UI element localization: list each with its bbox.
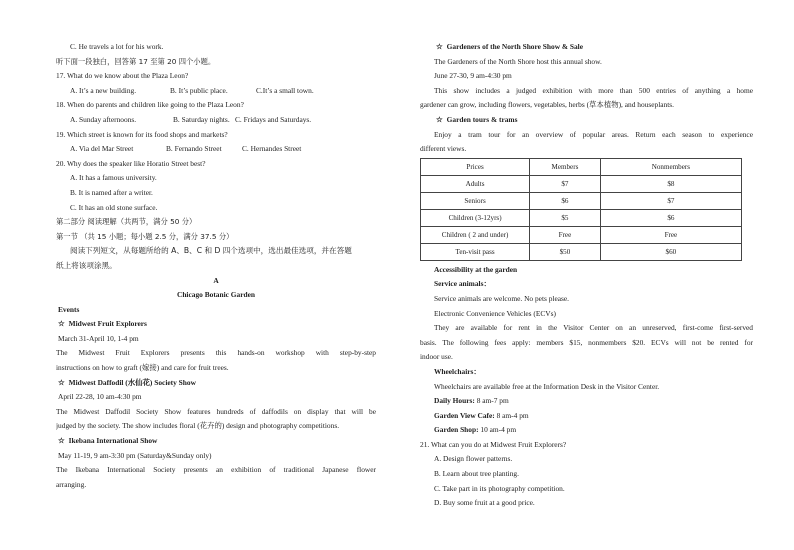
option-c: C. Take part in its photography competition. — [434, 483, 565, 493]
section-one-heading: 第一节 （共 15 小题；每小题 2.5 分，满分 37.5 分） — [56, 231, 234, 241]
wheelchairs-text: Wheelchairs are available free at the Information Desk in the Visitor Center. — [434, 381, 660, 391]
table-cell: Adults — [421, 175, 530, 192]
table-row — [421, 175, 742, 192]
question-17: 17. What do we know about the Plaza Leon? — [56, 71, 189, 81]
table-cell: Ten-visit pass — [421, 243, 530, 260]
table-row — [421, 243, 742, 260]
event-text: arranging. — [56, 479, 87, 489]
ecv-heading: Electronic Convenience Vehicles (ECVs) — [434, 308, 556, 318]
service-animals-heading: Service animals： — [434, 279, 491, 289]
option-line: C. He travels a lot for his work. — [70, 42, 164, 51]
table-cell: Children ( 2 and under) — [421, 226, 530, 243]
star-icon: ☆ — [58, 377, 65, 387]
star-icon: ☆ — [58, 436, 65, 446]
table-cell: $5 — [530, 209, 601, 226]
option-d: D. Buy some fruit at a good price. — [434, 498, 535, 508]
question-18: 18. When do parents and children like going to the Plaza Leon? — [56, 100, 244, 110]
star-icon: ☆ — [436, 42, 443, 51]
option-b: B. Learn about tree planting. — [434, 469, 519, 479]
wheelchairs-heading: Wheelchairs： — [434, 366, 481, 376]
table-row — [421, 226, 742, 243]
cafe-hours: Garden View Cafe: 8 am-4 pm — [434, 410, 529, 420]
table-cell: Free — [600, 226, 741, 243]
option-b: B. It is named after a writer. — [70, 187, 153, 197]
option-b: B. Saturday nights. — [173, 114, 230, 124]
event-title: ☆ Gardeners of the North Shore Show & Sale — [436, 42, 584, 51]
star-icon: ☆ — [58, 319, 65, 329]
accessibility-heading: Accessibility at the garden — [434, 264, 518, 274]
table-cell: Seniors — [421, 192, 530, 209]
question-20: 20. Why does the speaker like Horatio Street best? — [56, 158, 206, 168]
table-cell: $50 — [530, 243, 601, 260]
ecv-text: indoor use. — [420, 352, 453, 362]
table-row — [421, 192, 742, 209]
option-c: C. Hernandes Street — [242, 144, 302, 154]
option-b: B. Fernando Street — [166, 144, 222, 154]
left-column — [56, 40, 376, 492]
daily-hours: Daily Hours: 8 am-7 pm — [434, 396, 509, 406]
event-text: judged by the society. The show includes floral (花卉的) design and photography competitions. — [56, 421, 340, 431]
event-text: The Midwest Fruit Explorers presents this hands-on workshop with step-by-step — [56, 348, 376, 358]
event-title: ☆ Midwest Daffodil (水仙花) Society Show — [58, 377, 196, 387]
option-a: A. It’s a new building. — [70, 85, 137, 95]
part-two-heading: 第二部分 阅读理解（共两节，满分 50 分） — [56, 217, 197, 227]
event-title: ☆ Ikebana International Show — [58, 436, 158, 446]
star-icon: ☆ — [436, 114, 443, 124]
event-text: The Gardeners of the North Shore host this annual show. — [434, 56, 602, 66]
reading-instruction-cont: 纸上将该项涂黑。 — [56, 260, 117, 270]
right-column — [420, 40, 753, 511]
event-text: instructions on how to graft (嫁接) and care for fruit trees. — [56, 363, 229, 373]
option-a: A. Sunday afternoons. — [70, 114, 137, 124]
event-title: ☆ Garden tours & trams — [436, 114, 518, 124]
price-table — [420, 158, 742, 261]
passage-title: Chicago Botanic Garden — [176, 290, 255, 300]
event-text: Enjoy a tram tour for an overview of popular areas. Return each season to experience — [434, 129, 753, 139]
table-cell: Free — [530, 226, 601, 243]
service-animals-text: Service animals are welcome. No pets please. — [434, 293, 570, 303]
event-date: March 31-April 10, 1-4 pm — [58, 333, 139, 343]
question-17-options — [56, 84, 376, 99]
table-cell: $7 — [600, 192, 741, 209]
option-c: C. It has an old stone surface. — [70, 202, 158, 212]
event-text: The Ikebana International Society presents an exhibition of traditional Japanese flower — [56, 465, 376, 475]
option-a: A. Via del Mar Street — [70, 144, 134, 154]
option-c: C. Fridays and Saturdays. — [235, 114, 312, 124]
option-b: B. It’s public place. — [170, 85, 228, 95]
question-21: 21. What can you do at Midwest Fruit Explorers? — [420, 439, 567, 449]
table-cell: $7 — [530, 175, 601, 192]
table-cell: $8 — [600, 175, 741, 192]
table-cell: $60 — [600, 243, 741, 260]
event-text: This show includes a judged exhibition with more than 500 entries of anything a home — [434, 85, 753, 95]
event-date: April 22-28, 10 am-4:30 pm — [58, 392, 142, 402]
ecv-text: They are available for rent in the Visitor Center on an unreserved, first-come first-served — [434, 323, 753, 333]
table-cell: $6 — [600, 209, 741, 226]
ecv-text: basis. The following fees apply: members $15, nonmembers $20. ECVs will not be rented for — [420, 337, 753, 347]
table-header-cell: Members — [530, 158, 601, 175]
passage-letter: A — [213, 275, 219, 285]
question-18-options — [56, 113, 376, 128]
option-a: A. It has a famous university. — [70, 173, 157, 183]
option-a: A. Design flower patterns. — [434, 454, 513, 464]
table-header-cell: Nonmembers — [600, 158, 741, 175]
event-title: ☆ Midwest Fruit Explorers — [58, 319, 147, 329]
table-row — [421, 209, 742, 226]
reading-instruction: 阅读下列短文，从每题所给的 A、B、C 和 D 四个选项中，选出最佳选项，并在答题 — [70, 246, 352, 256]
event-date: June 27-30, 9 am-4:30 pm — [434, 71, 512, 81]
event-text: different views. — [420, 144, 467, 154]
events-heading: Events — [58, 304, 80, 314]
table-header-row — [421, 158, 742, 175]
question-19: 19. Which street is known for its food shops and markets? — [56, 129, 228, 139]
option-c: C.It’s a small town. — [256, 85, 314, 95]
event-text: gardener can grow, including flowers, vegetables, herbs (草本植物), and houseplants. — [420, 100, 675, 110]
event-text: The Midwest Daffodil Society Show features hundreds of daffodils on display that will be — [56, 406, 376, 416]
shop-hours: Garden Shop: 10 am-4 pm — [434, 425, 517, 435]
table-cell: Children (3-12yrs) — [421, 209, 530, 226]
question-19-options — [56, 142, 376, 157]
event-date: May 11-19, 9 am-3:30 pm (Saturday&Sunday only) — [58, 450, 212, 460]
listening-instruction: 听下面一段独白，回答第 17 至第 20 四个小题。 — [56, 56, 216, 66]
table-cell: $6 — [530, 192, 601, 209]
table-header-cell: Prices — [421, 158, 530, 175]
